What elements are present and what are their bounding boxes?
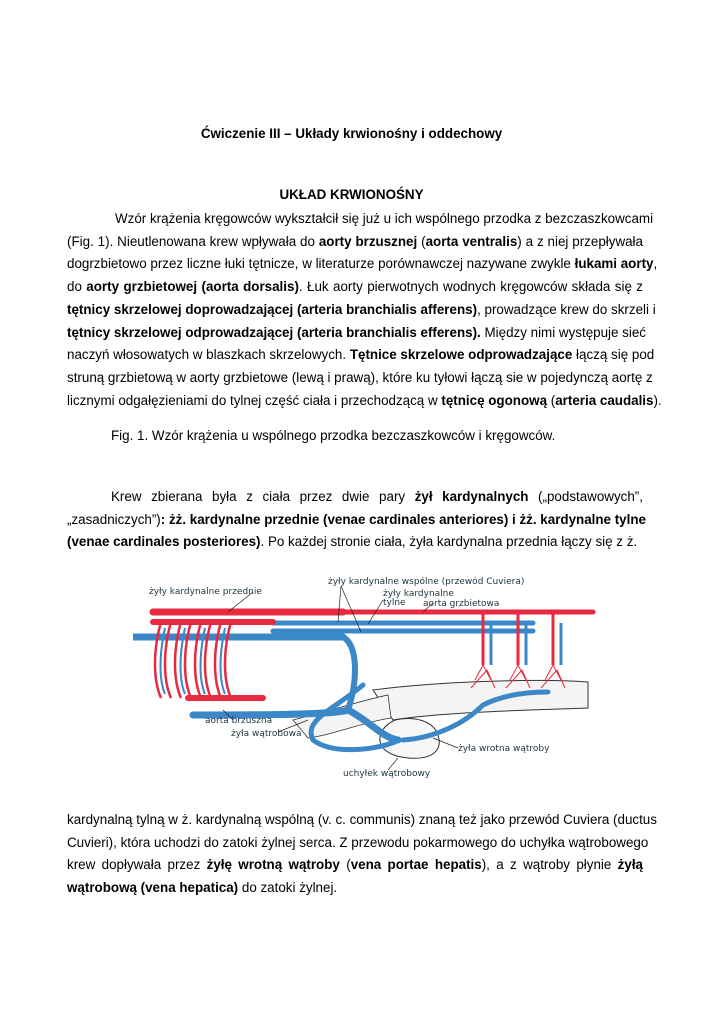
label-hepatic-portal: żyła wrotna wątroby [458, 744, 550, 754]
text-line: krew dopływała przez żyłę wrotną wątroby (vena portae hepatis), a z wątroby płynie żyłą [67, 857, 643, 873]
label-liver-diverticulum: uchyłek wątrobowy [343, 769, 431, 779]
figure-caption: Fig. 1. Wzór krążenia u wspólnego przodka bezczaszkowców i kręgowców. [111, 428, 556, 443]
text-line: struną grzbietową w aorty grzbietowe (lewą i prawą), które ku tyłowi łączą sie w pojedynczą aortę z [67, 369, 653, 385]
text-line: (Fig. 1). Nieutlenowana krew wpływała do aorty brzusznej (aorta ventralis) a z niej przepływała [67, 233, 643, 249]
aortic-arch [225, 622, 231, 698]
bold-term: vena portae hepatis [350, 857, 482, 873]
label-dorsal-aorta: aorta grzbietowa [423, 599, 500, 609]
gut-tube [373, 680, 588, 720]
aortic-arch [205, 622, 211, 698]
circulation-svg [133, 570, 598, 785]
text-line: wątrobową (vena hepatica) do zatoki żylnej. [67, 880, 338, 896]
text-line: „zasadniczych”): żż. kardynalne przednie (venae cardinales anteriores) i żż. kardynalne tylne [67, 511, 646, 527]
bold-term: Tętnice skrzelowe odprowadzające [349, 347, 573, 363]
text-line: naczyń włosowatych w blaszkach skrzelowych. Tętnice skrzelowe odprowadzające łączą się pod [67, 347, 655, 363]
bold-term: aorty brzusznej [318, 233, 418, 249]
paragraph-1 [67, 208, 662, 412]
document-title: Ćwiczenie III – Układy krwionośny i oddechowy [200, 126, 503, 141]
bold-term: tętnicę ogonową [441, 392, 548, 408]
text-line: licznymi odgałęzieniami do tylnej część ciała i przechodzącą w tętnicę ogonową (arteria caudalis). [67, 392, 662, 408]
aortic-arch [165, 622, 171, 698]
text-line: dogrzbietowo przez liczne łuki tętnicze, w literaturze porównawczej nazywane zwykle łukami aorty, [67, 256, 658, 272]
bold-term: żyłę wrotną wątroby [206, 857, 340, 873]
aortic-arch [185, 622, 191, 698]
bold-term: aorty grzbietowej (aorta dorsalis) [86, 279, 299, 295]
label-common-cardinal: żyły kardynalne wspólne (przewód Cuviera) [328, 577, 525, 587]
label-ventral-aorta: aorta brzuszna [205, 716, 273, 726]
label-anterior-cardinal: żyły kardynalne przednie [149, 587, 262, 597]
bold-term: żył kardynalnych [414, 489, 529, 504]
text-line: Wzór krążenia kręgowców wykształcił się już u ich wspólnego przodka z bezczaszkowcami [115, 211, 654, 226]
text-line: tętnicy skrzelowej doprowadzającej (arteria branchialis afferens), prowadzące krew do skrzeli i [67, 301, 656, 317]
bold-term: aorta ventralis [425, 233, 518, 249]
bold-term: : żż. kardynalne przednie (venae cardinales anteriores) i żż. kardynalne tylne [160, 511, 646, 527]
bold-term: łukami aorty [574, 256, 654, 272]
text-line: (venae cardinales posteriores). Po każdej stronie ciała, żyła kardynalna przednia łączy się z ż. [67, 534, 638, 550]
text-line: Cuvieri), która uchodzi do zatoki żylnej serca. Z przewodu pokarmowego do uchyłka wątrobowego [67, 834, 649, 850]
text-line: do aorty grzbietowej (aorta dorsalis). Łuk aorty pierwotnych wodnych kręgowców składa się z [67, 279, 643, 295]
section-title: UKŁAD KRWIONOŚNY [279, 187, 424, 202]
bold-term: wątrobową (vena hepatica) [67, 880, 239, 896]
bold-term: (venae cardinales posteriores) [67, 534, 261, 550]
paragraph-2 [67, 486, 646, 554]
leader-line [338, 586, 341, 622]
text-line: kardynalną tylną w ż. kardynalną wspólną (v. c. communis) znaną też jako przewód Cuviera (ductus [67, 812, 657, 827]
text-line: tętnicy skrzelowej odprowadzającej (arteria branchialis efferens). Między nimi występuje sieć [67, 324, 646, 340]
label-hepatic-vein: żyła wątrobowa [231, 729, 302, 739]
paragraph-3 [67, 809, 657, 900]
text-line: Krew zbierana była z ciała przez dwie pary żył kardynalnych („podstawowych”, [111, 489, 643, 504]
bold-term: tętnicy skrzelowej doprowadzającej (arteria branchialis afferens) [67, 301, 478, 317]
bold-term: żyłą [617, 857, 643, 873]
label-posterior-cardinal: żyły kardynalne tylne [383, 589, 454, 608]
bold-term: tętnicy skrzelowej odprowadzającej (arteria branchialis efferens). [67, 324, 481, 340]
circulation-diagram [133, 570, 598, 785]
bold-term: arteria caudalis [555, 392, 654, 408]
